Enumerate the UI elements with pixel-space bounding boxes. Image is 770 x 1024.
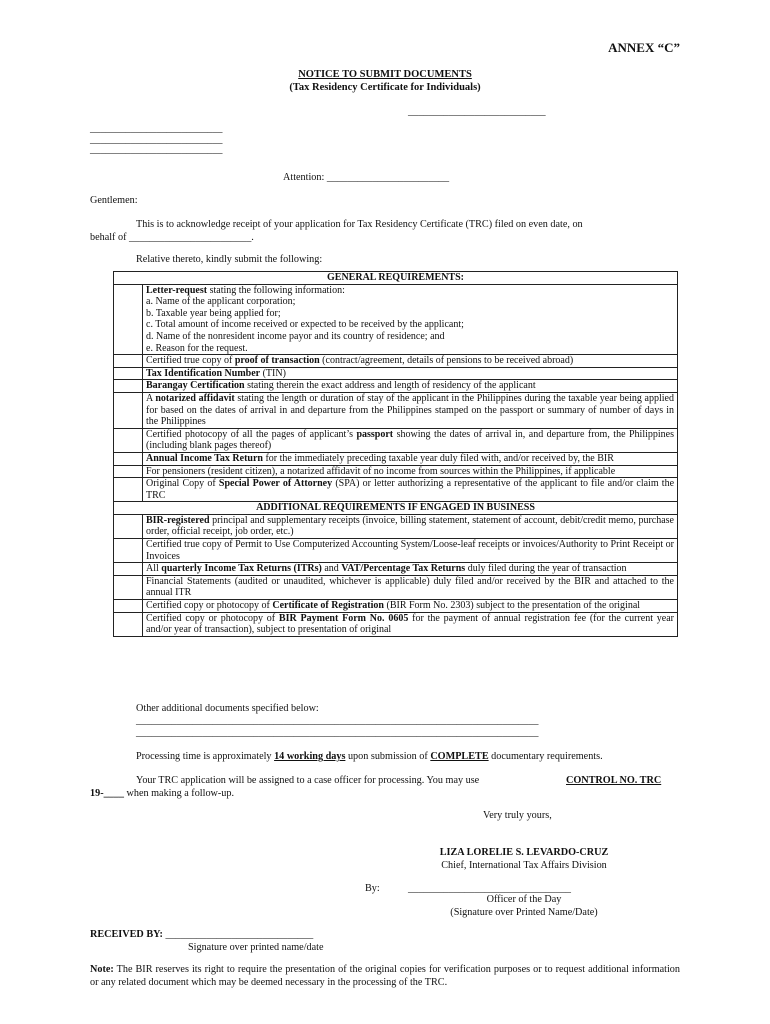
salutation: Gentlemen: xyxy=(90,195,138,206)
processing-days: 14 working days xyxy=(274,751,346,762)
req-bold: passport xyxy=(356,428,394,440)
table-row xyxy=(114,478,678,502)
req-bold: Special Power of Attorney xyxy=(218,478,333,490)
blank-line: _______________________________________________________________________________ xyxy=(136,727,539,738)
signatory-title: Chief, International Tax Affairs Division xyxy=(441,859,607,871)
list-item: e. Reason for the request. xyxy=(146,342,248,354)
req-bold: Barangay Certification xyxy=(146,380,245,392)
req-text: (contract/agreement, details of pensions to be received abroad) xyxy=(319,355,574,367)
table-row xyxy=(114,392,678,428)
address-line: __________________________ xyxy=(90,144,223,155)
req-text: Certified copy or photocopy of xyxy=(146,600,273,612)
req-bold: Certificate of Registration xyxy=(272,600,384,612)
req-text: stating therein the exact address and length of residency of the applicant xyxy=(244,380,536,392)
officer-block xyxy=(400,894,648,919)
closing: Very truly yours, xyxy=(483,810,552,821)
attention-line: Attention: ________________________ xyxy=(283,172,450,183)
received-signature-note: Signature over printed name/date xyxy=(188,942,324,953)
relative-text: Relative thereto, kindly submit the following: xyxy=(136,254,323,265)
intro-line-2: behalf of ________________________. xyxy=(90,231,254,243)
additional-requirements-header: ADDITIONAL REQUIREMENTS IF ENGAGED IN BUSINESS xyxy=(114,502,678,515)
table-row xyxy=(114,465,678,478)
received-by-label: RECEIVED BY: xyxy=(90,929,163,940)
table-row xyxy=(114,612,678,636)
req-text: Certified true copy of Permit to Use Computerized Accounting System/Loose-leaf receipts or invoices/Authority to Print Receipt or Invoices xyxy=(143,539,678,563)
address-line: __________________________ xyxy=(90,133,223,145)
processing-text: upon submission of xyxy=(345,751,431,762)
req-text: Original Copy of xyxy=(146,478,219,490)
req-text: for the payment of annual registration fee (for the current year and/or year of transaction), subject to presentation of original xyxy=(146,612,675,636)
req-text: principal and supplementary receipts (invoice, billing statement, statement of account, debit/credit memo, purchase order, official receipt, job order, etc.) xyxy=(146,514,674,538)
note-label: Note: xyxy=(90,964,114,975)
req-text: (SPA) or letter authorizing a representative of the applicant to file and/or claim the TRC xyxy=(146,478,675,501)
other-docs-label: Other additional documents specified below: xyxy=(136,703,319,714)
processing-complete: COMPLETE xyxy=(430,751,489,762)
general-requirements-header: GENERAL REQUIREMENTS: xyxy=(114,272,678,285)
officer-signature-note: (Signature over Printed Name/Date) xyxy=(450,906,598,918)
table-row xyxy=(114,514,678,538)
req-bold: Annual Income Tax Return xyxy=(146,452,263,464)
req-text: showing the dates of arrival in, and departure from, the Philippines (including blank pages thereof) xyxy=(146,428,674,452)
note-text: The BIR reserves its right to require the presentation of the original copies for verification purposes or to request additional information or any related document which may be deemed necessary in the processing of the TRC. xyxy=(90,964,680,988)
by-signature-line: ________________________________ xyxy=(408,883,571,894)
table-row xyxy=(114,380,678,393)
table-row xyxy=(114,539,678,563)
req-bold: Tax Identification Number xyxy=(146,367,261,379)
table-row xyxy=(114,575,678,599)
trc-assignment-text: Your TRC application will be assigned to a case officer for processing. You may use xyxy=(136,775,480,786)
table-row xyxy=(114,367,678,380)
req-text: (BIR Form No. 2303) subject to the presentation of the original xyxy=(383,600,641,612)
follow-up-text: when making a follow-up. xyxy=(123,788,235,799)
req-text: For pensioners (resident citizen), a notarized affidavit of no income from sources within the Philippines, if applicable xyxy=(143,465,678,478)
other-docs-block xyxy=(136,703,538,739)
by-label: By: xyxy=(365,883,380,894)
table-row xyxy=(114,452,678,465)
req-text: and xyxy=(321,563,342,575)
control-no-value: 19-____ xyxy=(90,788,124,799)
table-row xyxy=(114,600,678,613)
req-text: for the immediately preceding taxable year duly filed with, and/or received by, the BIR xyxy=(262,452,614,464)
letter-request-text: stating the following information: xyxy=(207,284,345,296)
document-title-block xyxy=(0,68,770,94)
document-title: NOTICE TO SUBMIT DOCUMENTS xyxy=(298,69,472,80)
note-paragraph xyxy=(90,964,680,989)
received-by-line: _____________________________ xyxy=(165,929,314,940)
control-no-label: CONTROL NO. TRC xyxy=(566,775,662,786)
officer-label: Officer of the Day xyxy=(486,894,562,905)
document-subtitle: (Tax Residency Certificate for Individuals) xyxy=(289,82,481,93)
req-text: Certified true copy of xyxy=(146,355,235,367)
req-text: Certified photocopy of all the pages of applicant’s xyxy=(146,428,357,440)
table-row xyxy=(114,563,678,576)
req-bold: BIR-registered xyxy=(146,514,210,526)
intro-line-1: This is to acknowledge receipt of your application for Tax Residency Certificate (TRC) filed on even date, on xyxy=(136,219,583,230)
req-text: stating the length or duration of stay of the applicant in the Philippines during the taxable year being applied for based on the dates of arrival in and departure from the Philippines stamped on the passport or summary of number of days in the Philippines xyxy=(146,392,674,428)
blank-line: _______________________________________________________________________________ xyxy=(136,715,539,726)
address-line: __________________________ xyxy=(90,123,223,134)
req-bold: notarized affidavit xyxy=(155,392,235,404)
processing-text: Processing time is approximately xyxy=(136,751,275,762)
date-line: ___________________________ xyxy=(408,106,546,117)
req-text: All xyxy=(146,563,162,575)
list-item: a. Name of the applicant corporation; xyxy=(146,296,296,308)
req-text: duly filed during the year of transaction xyxy=(465,563,627,575)
requirements-table xyxy=(113,271,678,637)
req-text: (TIN) xyxy=(260,367,286,379)
address-block xyxy=(90,124,222,156)
list-item: b. Taxable year being applied for; xyxy=(146,307,281,319)
processing-time xyxy=(136,751,603,762)
intro-paragraph xyxy=(90,219,680,244)
req-text: Financial Statements (audited or unaudited, whichever is applicable) duly filed and/or received by the BIR and attached to the annual ITR xyxy=(143,575,678,599)
req-bold: BIR Payment Form No. 0605 xyxy=(278,612,409,624)
annex-label: ANNEX “C” xyxy=(608,40,680,55)
signatory-block xyxy=(400,847,648,872)
letter-request-label: Letter-request xyxy=(146,284,208,296)
table-row xyxy=(114,355,678,368)
table-row xyxy=(114,284,678,355)
signatory-name: LIZA LORELIE S. LEVARDO-CRUZ xyxy=(439,847,609,858)
processing-text: documentary requirements. xyxy=(488,751,603,762)
req-bold: proof of transaction xyxy=(234,355,320,367)
req-bold: VAT/Percentage Tax Returns xyxy=(341,563,466,575)
table-row xyxy=(114,428,678,452)
list-item: c. Total amount of income received or expected to be received by the applicant; xyxy=(146,319,464,331)
list-item: d. Name of the nonresident income payor and its country of residence; and xyxy=(146,330,445,342)
req-text: Certified copy or photocopy of xyxy=(146,612,279,624)
req-bold: quarterly Income Tax Returns (ITRs) xyxy=(161,563,322,575)
req-text: A xyxy=(146,392,156,404)
